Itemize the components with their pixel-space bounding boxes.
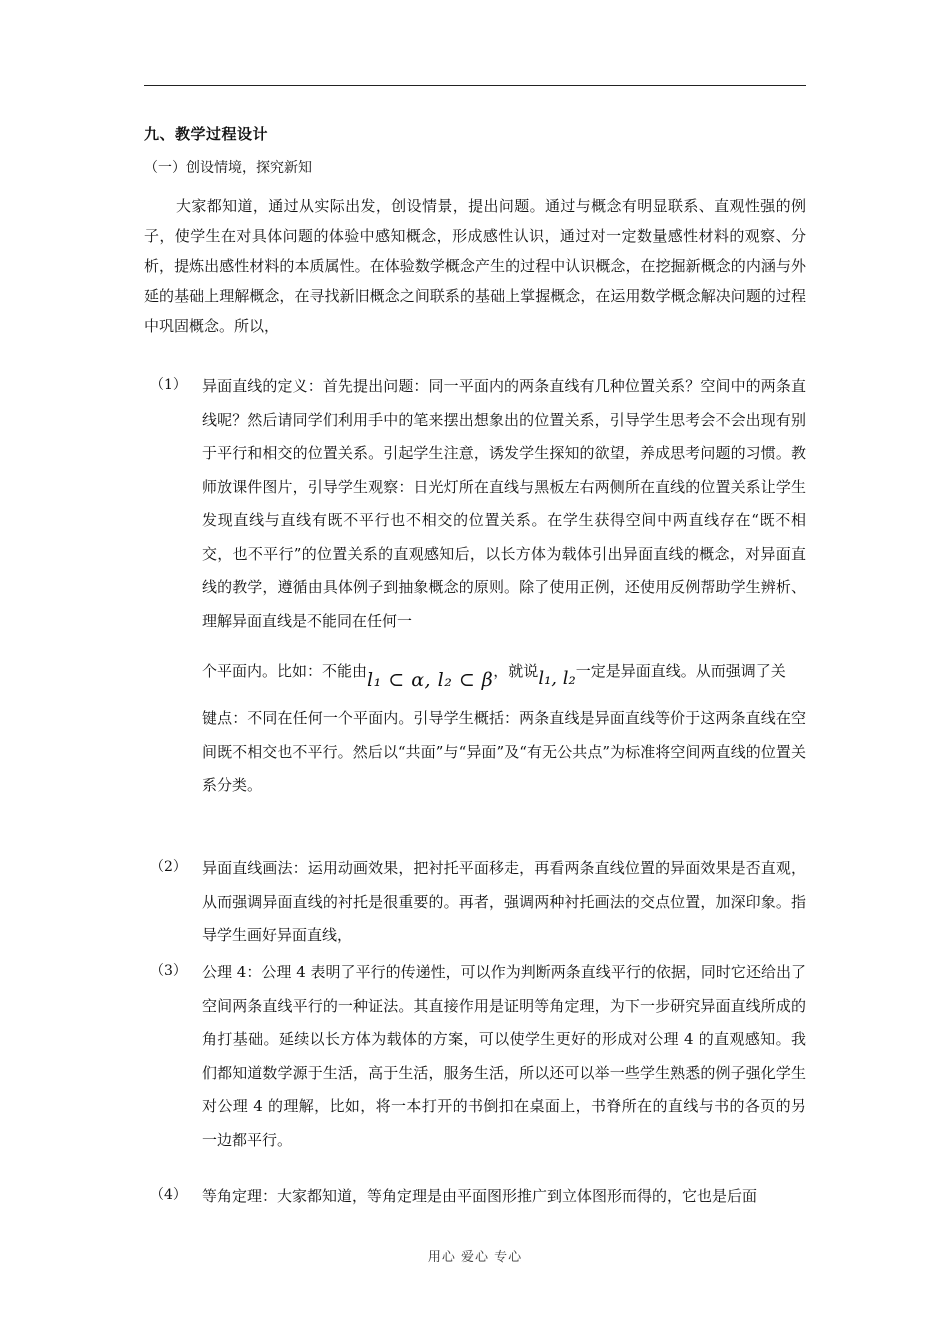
list-item-body <box>202 1180 806 1214</box>
formula-suffix: 一定是异面直线。从而强调了关 <box>575 662 786 680</box>
formula-prefix: 个平面内。比如：不能由 <box>202 662 368 680</box>
formula-line <box>202 638 806 702</box>
page-footer: 用心 爱心 专心 <box>427 1250 523 1265</box>
list-item-4 <box>144 1180 806 1214</box>
list-item-text: 异面直线的定义：首先提出问题：同一平面内的两条直线有几种位置关系？空间中的两条直线呢？然后请同学们利用手中的笔来摆出想象出的位置关系，引导学生思考会不会出现有别于平行和相交的位置关系。引起学生注意，诱发学生探知的欲望，养成思考问题的习惯。教师放课件图片，引导学生观察：日光灯所在直线与黑板左右两侧所在直线的位置关系让学生发现直线与直线有既不平行也不相交的位置关系。在学生获得空间中两直线存在“既不相交，也不平行”的位置关系的直观感知后，以长方体为载体引出异面直线的概念，对异面直线的教学，遵循由具体例子到抽象概念的原则。除了使用正例，还使用反例帮助学生辨析、理解异面直线是不能同在任何一 <box>202 377 806 630</box>
header-rule <box>144 85 806 86</box>
list-item-number: （4） <box>150 1187 187 1203</box>
list-item-text: 键点：不同在任何一个平面内。引导学生概括：两条直线是异面直线等价于这两条直线在空间既不相交也不平行。然后以“共面”与“异面”及“有无公共点”为标准将空间两直线的位置关系分类。 <box>202 709 806 794</box>
intro-paragraph: 大家都知道，通过从实际出发，创设情景，提出问题。通过与概念有明显联系、直观性强的例子，使学生在对具体问题的体验中感知概念，形成感性认识，通过对一定数量感性材料的观察、分析，提炼出感性材料的本质属性。在体验数学概念产生的过程中认识概念，在挖掘新概念的内涵与外延的基础上理解概念，在寻找新旧概念之间联系的基础上掌握概念，在运用数学概念解决问题的过程中巩固概念。所以， <box>144 197 806 335</box>
list-item-number: （2） <box>150 859 187 875</box>
list-item-1 <box>144 370 806 803</box>
formula-mid: ，就说 <box>493 662 539 680</box>
list-item-3 <box>144 956 806 1157</box>
list-item-text: 公理 4：公理 4 表明了平行的传递性，可以作为判断两条直线平行的依据，同时它还给出了空间两条直线平行的一种证法。其直接作用是证明等角定理，为下一步研究异面直线所成的角打基础。延续以长方体为载体的方案，可以使学生更好的形成对公理 4 的直观感知。我们都知道数学源于生活，高于生活，服务生活，所以还可以举一些学生熟悉的例子强化学生对公理 4 的理解，比如，将一本打开的书倒扣在桌面上，书脊所在的直线与书的各页的另一边都平行。 <box>202 963 806 1149</box>
list-item-2 <box>144 852 806 953</box>
section-title: 九、教学过程设计 <box>144 125 269 143</box>
list-item-text: 异面直线画法：运用动画效果，把衬托平面移走，再看两条直线位置的异面效果是否直观，从而强调异面直线的衬托是很重要的。再者，强调两种衬托画法的交点位置，加深印象。指导学生画好异面直线， <box>202 859 806 944</box>
list-item-body <box>202 956 806 1157</box>
list-item-number: （3） <box>150 963 187 979</box>
list-item-text: 等角定理：大家都知道，等角定理是由平面图形推广到立体图形而得的，它也是后面 <box>202 1187 758 1205</box>
subsection-title: （一）创设情境，探究新知 <box>144 160 312 176</box>
formula-subset: l₁ ⊂ α, l₂ ⊂ β <box>367 669 494 691</box>
list-item-body <box>202 370 806 803</box>
list-item-number: （1） <box>150 377 187 393</box>
list-item-body <box>202 852 806 953</box>
formula-lines: l₁, l₂ <box>538 668 576 689</box>
